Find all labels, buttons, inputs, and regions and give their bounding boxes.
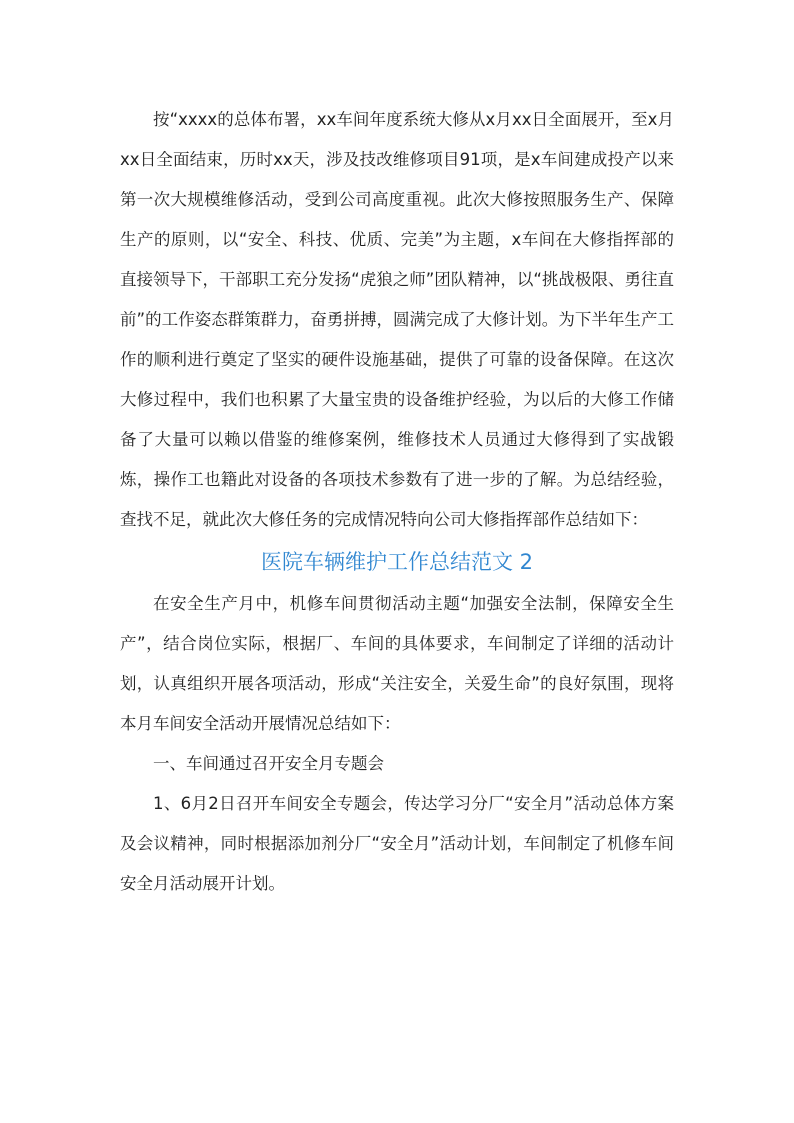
paragraph-safety-month: 在安全生产月中，机修车间贯彻活动主题“加强安全法制，保障安全生产”，结合岗位实际，根据厂、车间的具体要求，车间制定了详细的活动计划，认真组织开展各项活动，形成“关注安全，关爱生命”的良好氛围，现将本月车间安全活动开展情况总结如下：	[120, 594, 674, 733]
paragraph-overhaul-summary: 按“xxxx的总体布署，xx车间年度系统大修从x月xx日全面展开，至x月xx日全面结束，历时xx天，涉及技改维修项目91项，是x车间建成投产以来第一次大规模维修活动，受到公司高度重视。此次大修按照服务生产、保障生产的原则，以“安全、科技、优质、完美”为主题，x车间在大修指挥部的直接领导下，干部职工充分发扬“虎狼之师”团队精神，以“挑战极限、勇往直前”的工作姿态群策群力，奋勇拼搏，圆满完成了大修计划。为下半年生产工作的顺利进行奠定了坚实的硬件设施基础，提供了可靠的设备保障。在这次大修过程中，我们也积累了大量宝贵的设备维护经验，为以后的大修工作储备了大量可以赖以借鉴的维修案例，维修技术人员通过大修得到了实战锻炼，操作工也籍此对设备的各项技术参数有了进一步的了解。为总结经验，查找不足，就此次大修任务的完成情况特向公司大修指挥部作总结如下：	[120, 110, 674, 529]
section-heading: 医院车辆维护工作总结范文 2	[260, 550, 534, 574]
document-body	[120, 100, 674, 904]
paragraph-section-one: 一、车间通过召开安全月专题会	[153, 754, 384, 773]
paragraph-item-one: 1、6月2日召开车间安全专题会，传达学习分厂“安全月”活动总体方案及会议精神，同时根据添加剂分厂“安全月”活动计划，车间制定了机修车间安全月活动展开计划。	[120, 794, 674, 893]
